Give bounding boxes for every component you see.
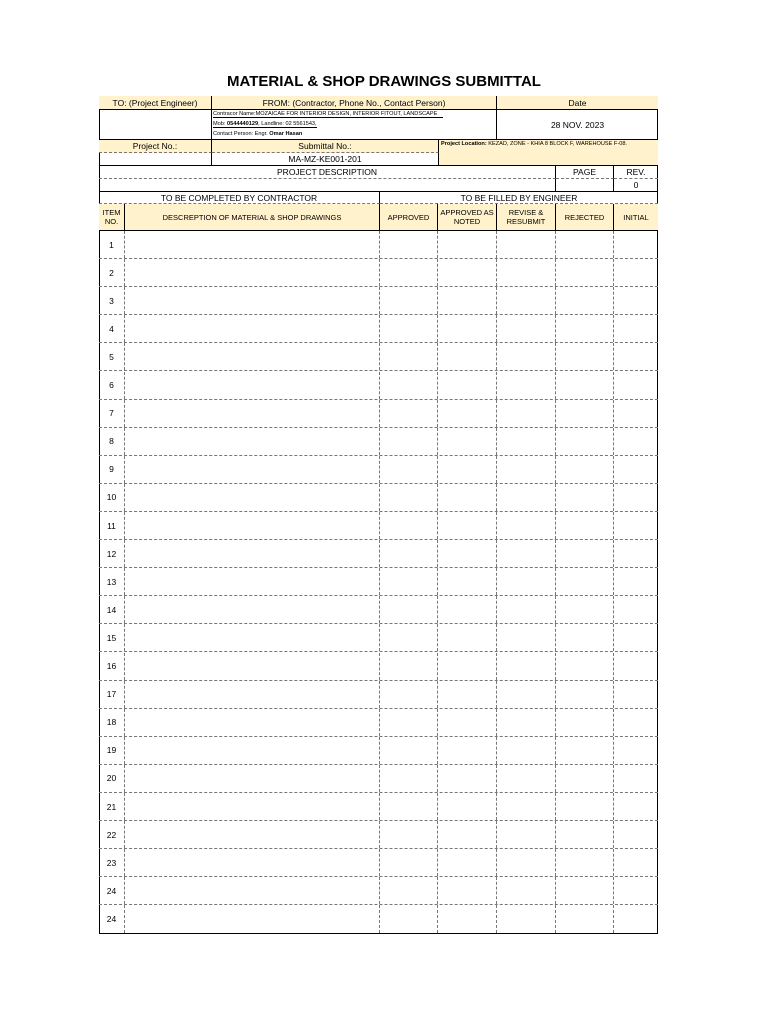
- table-row: [99, 343, 658, 371]
- revise-resubmit-cell[interactable]: [497, 428, 556, 455]
- initial-cell[interactable]: [614, 315, 658, 342]
- rejected-cell[interactable]: [556, 484, 614, 511]
- approved-as-noted-cell[interactable]: [438, 709, 497, 736]
- mob-line: Mob: 0544440129, Landline: 02 5561543,: [213, 121, 317, 127]
- approved-as-noted-cell[interactable]: [438, 259, 497, 286]
- col-approved: APPROVED: [380, 204, 438, 231]
- rejected-cell[interactable]: [556, 821, 614, 848]
- approved-cell[interactable]: [380, 231, 438, 258]
- approved-cell[interactable]: [380, 877, 438, 904]
- rejected-cell[interactable]: [556, 681, 614, 708]
- initial-cell[interactable]: [614, 653, 658, 680]
- rejected-cell[interactable]: [556, 849, 614, 876]
- approved-cell[interactable]: [380, 315, 438, 342]
- initial-cell[interactable]: [614, 484, 658, 511]
- approved-as-noted-cell[interactable]: [438, 905, 497, 933]
- submittal-no-label: Submittal No.:: [212, 140, 439, 153]
- approved-as-noted-cell[interactable]: [438, 343, 497, 370]
- table-row: [99, 400, 658, 428]
- approved-as-noted-cell[interactable]: [438, 821, 497, 848]
- initial-cell[interactable]: [614, 259, 658, 286]
- revise-resubmit-cell[interactable]: [497, 905, 556, 933]
- description-cell[interactable]: [125, 343, 380, 370]
- revise-resubmit-cell[interactable]: [497, 287, 556, 314]
- to-label: TO: (Project Engineer): [99, 96, 212, 110]
- table-row: [99, 709, 658, 737]
- project-no-label: Project No.:: [99, 140, 212, 153]
- description-cell[interactable]: [125, 372, 380, 399]
- approved-cell[interactable]: [380, 849, 438, 876]
- item-no-cell: 12: [99, 540, 125, 567]
- initial-cell[interactable]: [614, 540, 658, 567]
- description-cell[interactable]: [125, 456, 380, 483]
- item-no-cell: 6: [99, 372, 125, 399]
- approved-as-noted-cell[interactable]: [438, 231, 497, 258]
- approved-as-noted-cell[interactable]: [438, 793, 497, 820]
- rev-value: 0: [614, 179, 658, 192]
- revise-resubmit-cell[interactable]: [497, 400, 556, 427]
- item-no-cell: 2: [99, 259, 125, 286]
- rejected-cell[interactable]: [556, 428, 614, 455]
- table-row: [99, 849, 658, 877]
- approved-cell[interactable]: [380, 765, 438, 792]
- table-row: [99, 372, 658, 400]
- description-cell[interactable]: [125, 821, 380, 848]
- item-no-cell: 15: [99, 624, 125, 651]
- initial-cell[interactable]: [614, 877, 658, 904]
- item-no-cell: 5: [99, 343, 125, 370]
- approved-as-noted-cell[interactable]: [438, 568, 497, 595]
- item-no-cell: 22: [99, 821, 125, 848]
- revise-resubmit-cell[interactable]: [497, 793, 556, 820]
- rejected-cell[interactable]: [556, 259, 614, 286]
- approved-cell[interactable]: [380, 259, 438, 286]
- table-row: [99, 568, 658, 596]
- approved-cell[interactable]: [380, 540, 438, 567]
- revise-resubmit-cell[interactable]: [497, 343, 556, 370]
- revise-resubmit-cell[interactable]: [497, 765, 556, 792]
- revise-resubmit-cell[interactable]: [497, 877, 556, 904]
- rejected-cell[interactable]: [556, 343, 614, 370]
- approved-as-noted-cell[interactable]: [438, 512, 497, 539]
- from-label: FROM: (Contractor, Phone No., Contact Person): [212, 96, 497, 110]
- table-row: [99, 681, 658, 709]
- approved-as-noted-cell[interactable]: [438, 765, 497, 792]
- description-cell[interactable]: [125, 849, 380, 876]
- description-cell[interactable]: [125, 737, 380, 764]
- item-no-cell: 17: [99, 681, 125, 708]
- revise-resubmit-cell[interactable]: [497, 259, 556, 286]
- date-label: Date: [497, 96, 658, 110]
- approved-cell[interactable]: [380, 737, 438, 764]
- table-row: [99, 737, 658, 765]
- approved-as-noted-cell[interactable]: [438, 315, 497, 342]
- item-no-cell: 21: [99, 793, 125, 820]
- item-no-cell: 8: [99, 428, 125, 455]
- approved-cell[interactable]: [380, 428, 438, 455]
- page-value: [556, 179, 614, 192]
- initial-cell[interactable]: [614, 793, 658, 820]
- rejected-cell[interactable]: [556, 315, 614, 342]
- initial-cell[interactable]: [614, 456, 658, 483]
- rejected-cell[interactable]: [556, 905, 614, 933]
- rejected-cell[interactable]: [556, 400, 614, 427]
- revise-resubmit-cell[interactable]: [497, 484, 556, 511]
- approved-as-noted-cell[interactable]: [438, 849, 497, 876]
- initial-cell[interactable]: [614, 624, 658, 651]
- approved-as-noted-cell[interactable]: [438, 372, 497, 399]
- initial-cell[interactable]: [614, 287, 658, 314]
- approved-cell[interactable]: [380, 456, 438, 483]
- rejected-cell[interactable]: [556, 877, 614, 904]
- table-row: [99, 512, 658, 540]
- table-row: [99, 596, 658, 624]
- rejected-cell[interactable]: [556, 512, 614, 539]
- item-no-cell: 7: [99, 400, 125, 427]
- item-no-cell: 16: [99, 653, 125, 680]
- rejected-cell[interactable]: [556, 709, 614, 736]
- revise-resubmit-cell[interactable]: [497, 512, 556, 539]
- col-approved-as-noted: APPROVED AS NOTED: [438, 204, 497, 231]
- project-description-field: [99, 179, 556, 192]
- revise-resubmit-cell[interactable]: [497, 315, 556, 342]
- description-cell[interactable]: [125, 709, 380, 736]
- initial-cell[interactable]: [614, 709, 658, 736]
- initial-cell[interactable]: [614, 849, 658, 876]
- revise-resubmit-cell[interactable]: [497, 849, 556, 876]
- rejected-cell[interactable]: [556, 231, 614, 258]
- item-no-cell: 11: [99, 512, 125, 539]
- table-row: [99, 877, 658, 905]
- engineer-section-label: TO BE FILLED BY ENGINEER: [380, 192, 658, 204]
- revise-resubmit-cell[interactable]: [497, 709, 556, 736]
- col-description: DESCREPTION OF MATERIAL & SHOP DRAWINGS: [125, 204, 380, 231]
- revise-resubmit-cell[interactable]: [497, 231, 556, 258]
- approved-as-noted-cell[interactable]: [438, 877, 497, 904]
- col-initial: INITIAL: [614, 204, 658, 231]
- item-no-cell: 3: [99, 287, 125, 314]
- description-cell[interactable]: [125, 540, 380, 567]
- approved-as-noted-cell[interactable]: [438, 540, 497, 567]
- approved-cell[interactable]: [380, 400, 438, 427]
- rejected-cell[interactable]: [556, 540, 614, 567]
- description-cell[interactable]: [125, 653, 380, 680]
- approved-cell[interactable]: [380, 709, 438, 736]
- approved-as-noted-cell[interactable]: [438, 428, 497, 455]
- table-row: [99, 315, 658, 343]
- item-no-cell: 24: [99, 905, 125, 933]
- description-cell[interactable]: [125, 287, 380, 314]
- form-title: MATERIAL & SHOP DRAWINGS SUBMITTAL: [227, 73, 541, 90]
- approved-cell[interactable]: [380, 484, 438, 511]
- contractor-name-line: Contracor Name:MOZAICAE FOR INTERIOR DESIGN, INTERIOR FITOUT, LANDSCAPE: [213, 111, 443, 118]
- description-cell[interactable]: [125, 428, 380, 455]
- revise-resubmit-cell[interactable]: [497, 681, 556, 708]
- contractor-section-label: TO BE COMPLETED BY CONTRACTOR: [99, 192, 380, 204]
- rejected-cell[interactable]: [556, 596, 614, 623]
- approved-as-noted-cell[interactable]: [438, 400, 497, 427]
- contact-person-line: Contact Person: Engr. Omar Hasan: [213, 131, 303, 137]
- approved-as-noted-cell[interactable]: [438, 624, 497, 651]
- approved-cell[interactable]: [380, 905, 438, 933]
- page-label: PAGE: [556, 166, 614, 179]
- initial-cell[interactable]: [614, 737, 658, 764]
- item-no-cell: 23: [99, 849, 125, 876]
- approved-cell[interactable]: [380, 372, 438, 399]
- initial-cell[interactable]: [614, 681, 658, 708]
- approved-as-noted-cell[interactable]: [438, 681, 497, 708]
- table-row: [99, 259, 658, 287]
- item-no-cell: 18: [99, 709, 125, 736]
- approved-cell[interactable]: [380, 681, 438, 708]
- item-no-cell: 13: [99, 568, 125, 595]
- description-cell[interactable]: [125, 905, 380, 933]
- description-cell[interactable]: [125, 484, 380, 511]
- initial-cell[interactable]: [614, 596, 658, 623]
- rejected-cell[interactable]: [556, 737, 614, 764]
- initial-cell[interactable]: [614, 372, 658, 399]
- approved-cell[interactable]: [380, 821, 438, 848]
- col-item-no: ITEM NO.: [99, 204, 125, 231]
- revise-resubmit-cell[interactable]: [497, 737, 556, 764]
- initial-cell[interactable]: [614, 428, 658, 455]
- description-cell[interactable]: [125, 568, 380, 595]
- project-no-value: [99, 153, 212, 166]
- table-row: [99, 793, 658, 821]
- table-row: [99, 428, 658, 456]
- description-cell[interactable]: [125, 624, 380, 651]
- initial-cell[interactable]: [614, 765, 658, 792]
- rejected-cell[interactable]: [556, 765, 614, 792]
- rejected-cell[interactable]: [556, 653, 614, 680]
- project-location: Project Location: KEZAD, ZONE - KHIA 8 BLOCK F, WAREHOUSE F-08.: [439, 140, 658, 166]
- approved-cell[interactable]: [380, 793, 438, 820]
- description-cell[interactable]: [125, 681, 380, 708]
- rejected-cell[interactable]: [556, 456, 614, 483]
- revise-resubmit-cell[interactable]: [497, 456, 556, 483]
- description-cell[interactable]: [125, 596, 380, 623]
- approved-as-noted-cell[interactable]: [438, 596, 497, 623]
- description-cell[interactable]: [125, 315, 380, 342]
- table-row: [99, 287, 658, 315]
- item-no-cell: 4: [99, 315, 125, 342]
- approved-cell[interactable]: [380, 512, 438, 539]
- initial-cell[interactable]: [614, 231, 658, 258]
- description-cell[interactable]: [125, 765, 380, 792]
- approved-as-noted-cell[interactable]: [438, 484, 497, 511]
- item-no-cell: 19: [99, 737, 125, 764]
- revise-resubmit-cell[interactable]: [497, 372, 556, 399]
- project-description-label: PROJECT DESCRIPTION: [99, 166, 556, 179]
- table-row: [99, 484, 658, 512]
- item-no-cell: 10: [99, 484, 125, 511]
- description-cell[interactable]: [125, 400, 380, 427]
- table-row: [99, 821, 658, 849]
- approved-cell[interactable]: [380, 568, 438, 595]
- approved-cell[interactable]: [380, 653, 438, 680]
- description-cell[interactable]: [125, 259, 380, 286]
- rejected-cell[interactable]: [556, 287, 614, 314]
- revise-resubmit-cell[interactable]: [497, 568, 556, 595]
- item-no-cell: 20: [99, 765, 125, 792]
- approved-cell[interactable]: [380, 624, 438, 651]
- revise-resubmit-cell[interactable]: [497, 653, 556, 680]
- approved-as-noted-cell[interactable]: [438, 456, 497, 483]
- approved-cell[interactable]: [380, 287, 438, 314]
- date-value: 28 NOV. 2023: [497, 110, 658, 140]
- approved-as-noted-cell[interactable]: [438, 737, 497, 764]
- initial-cell[interactable]: [614, 400, 658, 427]
- revise-resubmit-cell[interactable]: [497, 596, 556, 623]
- rejected-cell[interactable]: [556, 372, 614, 399]
- rev-label: REV.: [614, 166, 658, 179]
- approved-cell[interactable]: [380, 596, 438, 623]
- rejected-cell[interactable]: [556, 568, 614, 595]
- table-row: [99, 653, 658, 681]
- table-row: [99, 456, 658, 484]
- description-cell[interactable]: [125, 877, 380, 904]
- revise-resubmit-cell[interactable]: [497, 821, 556, 848]
- revise-resubmit-cell[interactable]: [497, 624, 556, 651]
- approved-as-noted-cell[interactable]: [438, 653, 497, 680]
- item-no-cell: 1: [99, 231, 125, 258]
- col-revise-resubmit: REVISE & RESUBMIT: [497, 204, 556, 231]
- submittal-no-value: MA-MZ-KE001-201: [212, 153, 439, 166]
- initial-cell[interactable]: [614, 343, 658, 370]
- col-rejected: REJECTED: [556, 204, 614, 231]
- item-no-cell: 9: [99, 456, 125, 483]
- rejected-cell[interactable]: [556, 793, 614, 820]
- table-row: [99, 905, 658, 933]
- initial-cell[interactable]: [614, 512, 658, 539]
- description-cell[interactable]: [125, 512, 380, 539]
- description-cell[interactable]: [125, 793, 380, 820]
- table-row: [99, 765, 658, 793]
- approved-cell[interactable]: [380, 343, 438, 370]
- initial-cell[interactable]: [614, 905, 658, 933]
- rejected-cell[interactable]: [556, 624, 614, 651]
- approved-as-noted-cell[interactable]: [438, 287, 497, 314]
- initial-cell[interactable]: [614, 821, 658, 848]
- to-field: [99, 110, 212, 140]
- description-cell[interactable]: [125, 231, 380, 258]
- table-row: [99, 231, 658, 259]
- item-no-cell: 24: [99, 877, 125, 904]
- revise-resubmit-cell[interactable]: [497, 540, 556, 567]
- item-no-cell: 14: [99, 596, 125, 623]
- initial-cell[interactable]: [614, 568, 658, 595]
- table-row: [99, 624, 658, 652]
- table-row: [99, 540, 658, 568]
